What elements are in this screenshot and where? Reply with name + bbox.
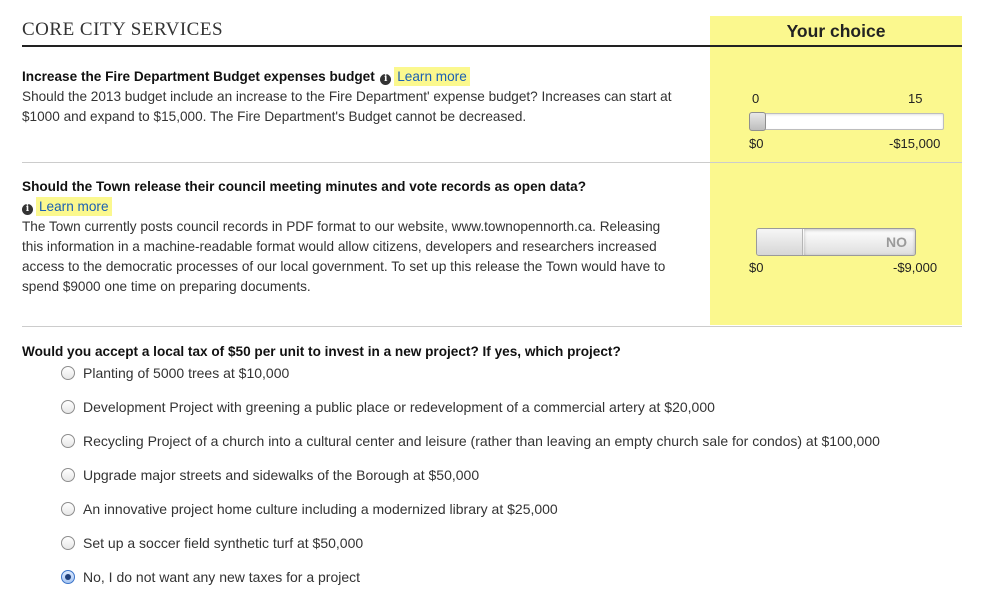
your-choice-column bbox=[710, 16, 962, 325]
info-icon: i bbox=[22, 204, 33, 215]
question-description bbox=[22, 87, 712, 127]
radio-button-selected[interactable] bbox=[61, 570, 75, 584]
radio-button[interactable] bbox=[61, 502, 75, 516]
toggle-off-track bbox=[804, 229, 915, 255]
tax-option[interactable] bbox=[61, 431, 880, 451]
open-data-toggle[interactable] bbox=[756, 228, 916, 256]
radio-button[interactable] bbox=[61, 434, 75, 448]
learn-more-link[interactable]: Learn more bbox=[394, 67, 470, 86]
description-line: access to the democratic processes of our local government. To set up this release the Town would have to bbox=[22, 259, 666, 274]
radio-button[interactable] bbox=[61, 366, 75, 380]
toggle-min-cost: $0 bbox=[749, 260, 764, 275]
tax-option[interactable] bbox=[61, 567, 360, 587]
radio-button[interactable] bbox=[61, 400, 75, 414]
slider-min-label: 0 bbox=[752, 91, 760, 106]
radio-button[interactable] bbox=[61, 536, 75, 550]
tax-option[interactable] bbox=[61, 533, 363, 553]
tax-option-label[interactable]: Recycling Project of a church into a cultural center and leisure (rather than leaving an empty church sale for condos) at $100,000 bbox=[83, 433, 880, 449]
tax-option-label[interactable]: An innovative project home culture including a modernized library at $25,000 bbox=[83, 501, 558, 517]
divider bbox=[22, 326, 962, 327]
section-title-rule bbox=[22, 45, 962, 47]
section-title: CORE CITY SERVICES bbox=[22, 19, 224, 40]
toggle-knob[interactable] bbox=[757, 229, 803, 255]
question-title: Should the Town release their council meeting minutes and vote records as open data? bbox=[22, 179, 587, 194]
tax-option[interactable] bbox=[61, 465, 479, 485]
tax-option-label[interactable]: No, I do not want any new taxes for a project bbox=[83, 569, 361, 585]
tax-option-label[interactable]: Planting of 5000 trees at $10,000 bbox=[83, 365, 290, 381]
tax-option[interactable] bbox=[61, 499, 558, 519]
description-line: this information in a machine-readable format would allow citizens, developers and researchers increased bbox=[22, 239, 657, 254]
tax-option-label[interactable]: Development Project with greening a public place or redevelopment of a commercial artery at $20,000 bbox=[83, 399, 715, 415]
tax-question-title: Would you accept a local tax of $50 per unit to invest in a new project? If yes, which project? bbox=[22, 344, 621, 359]
tax-option-label[interactable]: Set up a soccer field synthetic turf at $50,000 bbox=[83, 535, 364, 551]
question-description bbox=[22, 217, 712, 297]
info-icon: i bbox=[380, 74, 391, 85]
tax-option-label[interactable]: Upgrade major streets and sidewalks of the Borough at $50,000 bbox=[83, 467, 480, 483]
slider-max-cost: -$15,000 bbox=[889, 136, 941, 151]
tax-option[interactable] bbox=[61, 363, 289, 383]
slider-max-label: 15 bbox=[908, 91, 923, 106]
learn-more-link[interactable]: Learn more bbox=[36, 197, 112, 216]
question-title: Increase the Fire Department Budget expenses budget bbox=[22, 69, 375, 84]
description-line: Should the 2013 budget include an increase to the Fire Department' expense budget? Increases can start at bbox=[22, 89, 672, 104]
toggle-max-cost: -$9,000 bbox=[893, 260, 938, 275]
toggle-state-label: NO bbox=[886, 234, 907, 250]
budget-slider-thumb[interactable] bbox=[749, 112, 766, 131]
tax-option[interactable] bbox=[61, 397, 715, 417]
question-open-data bbox=[22, 177, 712, 297]
description-line: $1000 and expand to $15,000. The Fire Department's Budget cannot be decreased. bbox=[22, 109, 527, 124]
radio-button[interactable] bbox=[61, 468, 75, 482]
slider-min-cost: $0 bbox=[749, 136, 764, 151]
description-line: The Town currently posts council records in PDF format to our website, www.townopennorth.ca. Releasing bbox=[22, 219, 661, 234]
question-fire-budget bbox=[22, 67, 712, 127]
divider bbox=[22, 162, 962, 163]
budget-slider-track[interactable] bbox=[750, 113, 944, 130]
description-line: spend $9000 one time on preparing documents. bbox=[22, 279, 311, 294]
your-choice-header: Your choice bbox=[786, 21, 886, 41]
